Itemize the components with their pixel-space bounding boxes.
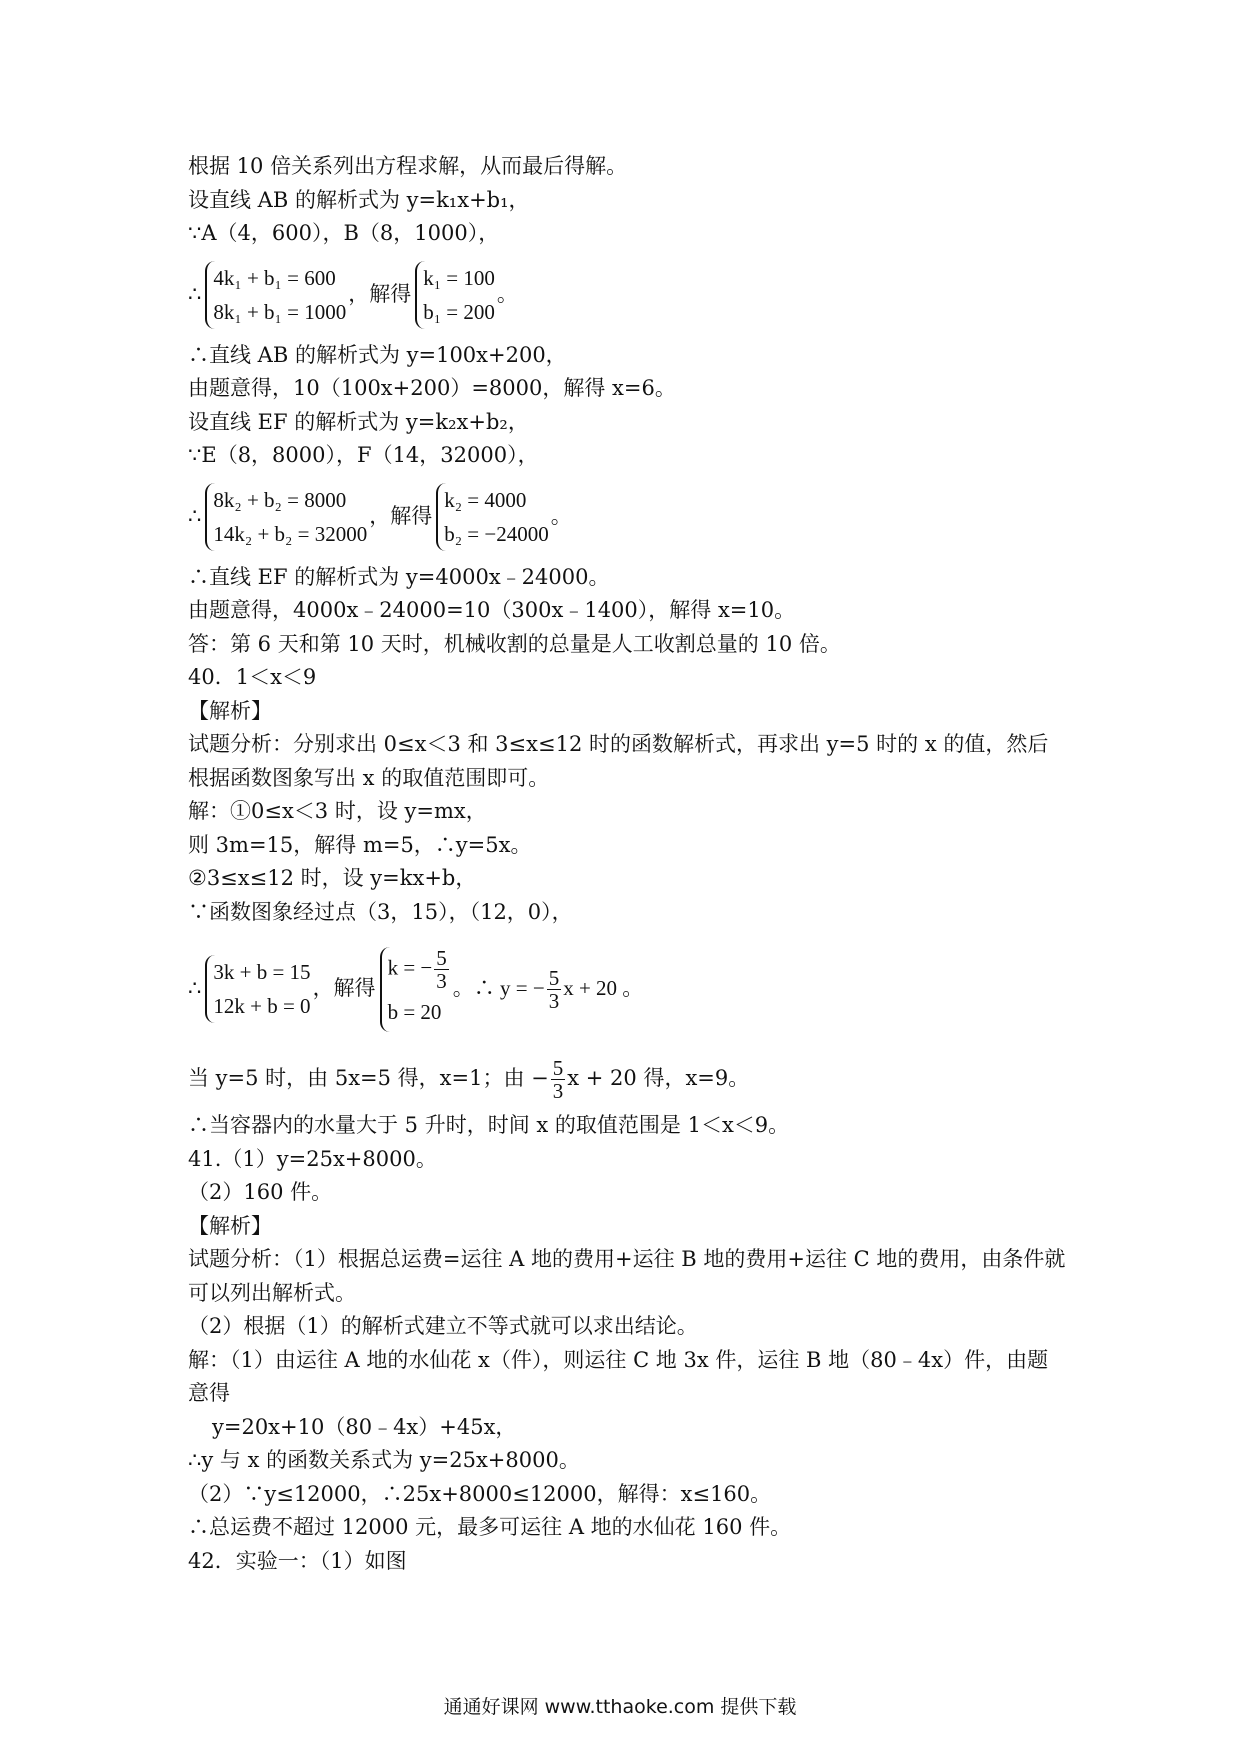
text-line: （2）根据（1）的解析式建立不等式就可以求出结论。: [188, 1314, 698, 1338]
section-heading: 【解析】: [188, 698, 272, 723]
result-expression: 。∴ y = −: [452, 976, 545, 1001]
solution: k₁ = 100: [423, 265, 495, 290]
fraction: [434, 947, 449, 992]
solution-brace: [415, 261, 495, 329]
text-line-with-fraction: [188, 1049, 1068, 1109]
solution-prefix: k = −: [387, 954, 433, 979]
period: 。: [496, 281, 518, 306]
equation: 12k + b = 0: [213, 994, 311, 1018]
fraction: [551, 1057, 566, 1102]
document-body: [188, 150, 1068, 1578]
text-line: ∴总运费不超过 12000 元，最多可运往 A 地的水仙花 160 件。: [188, 1515, 792, 1539]
text-line: 40．1＜x＜9: [188, 665, 317, 689]
text-fragment: 当 y=5 时，由 5x=5 得，x=1；由 −: [188, 1066, 549, 1091]
text-line: 设直线 AB 的解析式为 y=k₁x+b₁，: [188, 187, 530, 212]
text-line: ②3≤x≤12 时，设 y=kx+b，: [188, 866, 477, 890]
text-line: 答：第 6 天和第 10 天时，机械收割的总量是人工收割总量的 10 倍。: [188, 631, 841, 656]
equation: 14k₂ + b₂ = 32000: [213, 521, 368, 546]
solve-label: ，解得: [312, 976, 376, 1001]
text-paragraph: 试题分析：分别求出 0≤x＜3 和 3≤x≤12 时的函数解析式，再求出 y=5 时的 x 的值，然后根据函数图象写出 x 的取值范围即可。: [188, 732, 1049, 790]
solve-label: ，解得: [369, 503, 433, 528]
text-line: 根据 10 倍关系列出方程求解，从而最后得解。: [188, 154, 628, 178]
equation-system-3: [188, 933, 1068, 1045]
solution-brace: [380, 947, 451, 1032]
text-fragment: x + 20 得，x=9。: [567, 1066, 750, 1091]
text-line: ∴直线 AB 的解析式为 y=100x+200，: [188, 342, 567, 367]
solution: k₂ = 4000: [444, 487, 527, 512]
equation-brace: [205, 261, 346, 329]
text-paragraph: 试题分析：（1）根据总运费=运往 A 地的费用+运往 B 地的费用+运往 C 地的费用，由条件就可以列出解析式。: [188, 1247, 1066, 1305]
fraction-numerator: 5: [436, 945, 447, 970]
equation-brace: [205, 955, 310, 1023]
page-footer: 通通好课网 www.tthaoke.com 提供下载: [443, 1696, 797, 1718]
text-line: 则 3m=15，解得 m=5，∴y=5x。: [188, 832, 532, 857]
text-line: （2）∵y≤12000，∴25x+8000≤12000，解得：x≤160。: [188, 1481, 772, 1506]
text-line: ∵函数图象经过点（3，15），（12，0），: [188, 899, 573, 924]
solve-label: ，解得: [348, 281, 412, 306]
result-expression-tail: x + 20 。: [563, 976, 644, 1001]
text-line: 设直线 EF 的解析式为 y=k₂x+b₂，: [188, 409, 529, 434]
text-paragraph: 解：（1）由运往 A 地的水仙花 x（件），则运往 C 地 3x 件，运往 B 地（80﹣4x）件，由题意得: [188, 1347, 1049, 1405]
text-line: 由题意得，10（100x+200）=8000，解得 x=6。: [188, 376, 676, 400]
text-line: ∵E（8，8000），F（14，32000），: [188, 443, 539, 467]
text-line: ∴y 与 x 的函数关系式为 y=25x+8000。: [188, 1448, 580, 1472]
equation-system-1: [188, 255, 1068, 335]
solution: [388, 947, 451, 992]
fraction-denominator: 3: [548, 988, 560, 1013]
text-line: 解：①0≤x＜3 时，设 y=mx，: [188, 799, 487, 823]
therefore-symbol: ∴: [188, 281, 202, 306]
text-line: 42．实验一：（1）如图: [188, 1548, 407, 1573]
solution: b = 20: [387, 999, 442, 1024]
equation-system-2: [188, 477, 1068, 557]
text-line: 41.（1）y=25x+8000。: [188, 1146, 437, 1171]
solution: b₁ = 200: [423, 299, 495, 324]
fraction-numerator: 5: [548, 965, 560, 990]
equation-brace: [205, 483, 367, 551]
equation: 4k₁ + b₁ = 600: [213, 265, 336, 290]
solution: b₂ = −24000: [444, 521, 549, 546]
period: 。: [550, 503, 572, 528]
text-line: ∵A（4，600），B（8，1000），: [188, 221, 500, 245]
equation: 3k + b = 15: [213, 960, 311, 984]
equation: 8k₂ + b₂ = 8000: [213, 487, 347, 512]
text-line: 由题意得，4000x﹣24000=10（300x﹣1400），解得 x=10。: [188, 598, 796, 622]
fraction-numerator: 5: [552, 1055, 564, 1080]
therefore-symbol: ∴: [188, 503, 202, 528]
section-heading: 【解析】: [188, 1213, 272, 1238]
fraction: [547, 967, 562, 1012]
text-line: ∴当容器内的水量大于 5 升时，时间 x 的取值范围是 1＜x＜9。: [188, 1113, 790, 1137]
text-line: ∴直线 EF 的解析式为 y=4000x﹣24000。: [188, 564, 610, 589]
text-line: y=20x+10（80﹣4x）+45x，: [212, 1414, 517, 1439]
fraction-denominator: 3: [436, 968, 447, 993]
fraction-denominator: 3: [552, 1078, 564, 1103]
text-line: （2）160 件。: [188, 1180, 333, 1204]
therefore-symbol: ∴: [188, 976, 202, 1001]
solution-brace: [436, 483, 549, 551]
equation: 8k₁ + b₁ = 1000: [213, 299, 347, 324]
